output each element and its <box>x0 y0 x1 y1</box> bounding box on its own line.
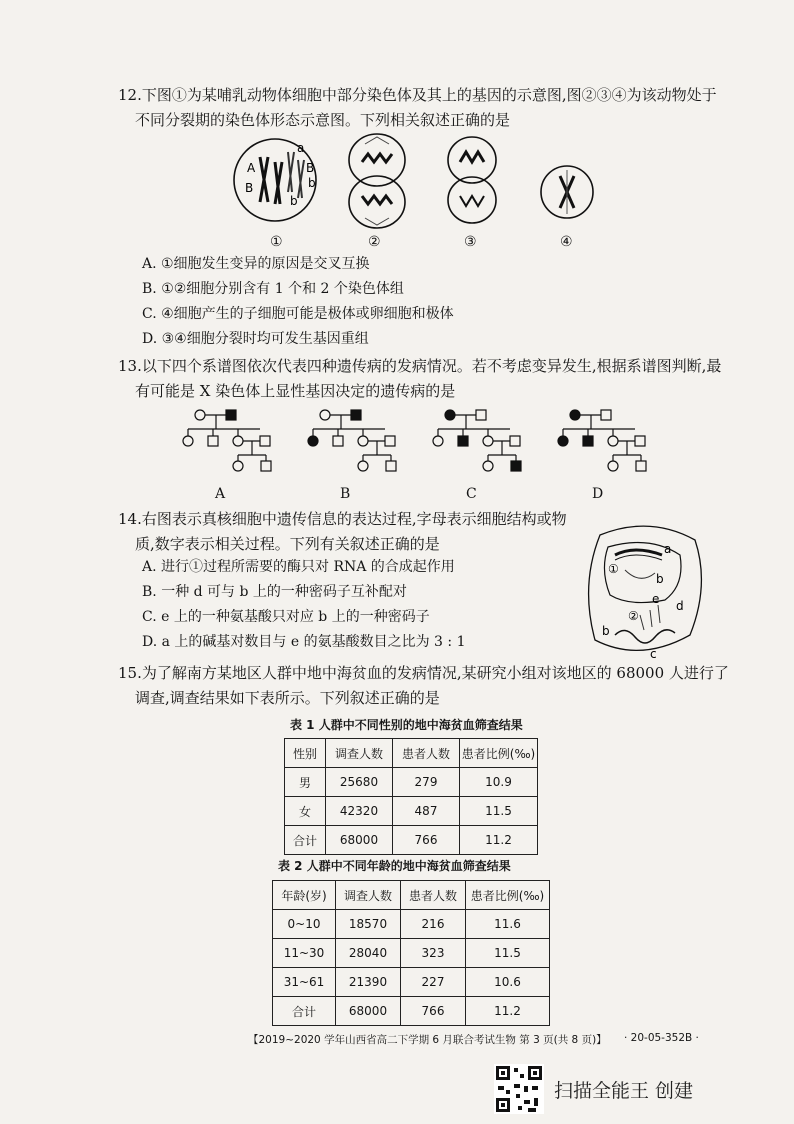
fig-label-3: ③ <box>464 234 477 250</box>
table-row <box>273 910 550 939</box>
gene-label-a: a <box>297 141 305 155</box>
scanner-watermark: 扫描全能王 创建 <box>554 1080 694 1102</box>
cell-diagram-1 <box>234 139 316 221</box>
fig-label-4: ④ <box>560 234 573 250</box>
q12-stem-line1: 12.下图①为某哺乳动物体细胞中部分染色体及其上的基因的示意图,图②③④为该动物处于 <box>118 86 717 104</box>
table-header: 患者比例(‰) <box>460 739 538 768</box>
diagram-label-b2: b <box>602 624 610 638</box>
table-cell: 0~10 <box>273 910 336 939</box>
table-cell: 合计 <box>273 997 336 1026</box>
table-row <box>285 739 538 768</box>
table-cell: 25680 <box>326 768 393 797</box>
table-cell: 766 <box>393 826 460 855</box>
table-cell: 68000 <box>326 826 393 855</box>
gene-label-B2: B <box>306 161 315 175</box>
gene-label-b2: b <box>308 176 316 190</box>
table-header: 性别 <box>285 739 326 768</box>
q12-option-b: B. ①②细胞分别含有 1 个和 2 个染色体组 <box>142 281 404 297</box>
pedigree-label-c: C <box>466 486 477 502</box>
table-cell: 10.9 <box>460 768 538 797</box>
table-header: 调查人数 <box>326 739 393 768</box>
table-cell: 227 <box>401 968 466 997</box>
q13-pedigree-charts <box>180 405 650 480</box>
table-header: 调查人数 <box>336 881 401 910</box>
table-cell: 323 <box>401 939 466 968</box>
table-cell: 21390 <box>336 968 401 997</box>
q12-option-c: C. ④细胞产生的子细胞可能是极体或卵细胞和极体 <box>142 306 454 322</box>
q15-stem-line2: 调查,调查结果如下表所示。下列叙述正确的是 <box>135 689 440 707</box>
table-cell: 11.5 <box>460 797 538 826</box>
table2 <box>272 880 550 1026</box>
q15-stem-line1: 15.为了解南方某地区人群中地中海贫血的发病情况,某研究小组对该地区的 68000 人进行了 <box>118 664 729 682</box>
pedigree-label-a: A <box>215 486 226 502</box>
table-cell: 18570 <box>336 910 401 939</box>
diagram-label-2: ② <box>628 609 639 623</box>
q14-option-c: C. e 上的一种氨基酸只对应 b 上的一种密码子 <box>142 609 430 625</box>
qr-code-icon <box>494 1064 544 1114</box>
table2-caption: 表 2 人群中不同年龄的地中海贫血筛查结果 <box>278 859 511 873</box>
q13-stem-line1: 13.以下四个系谱图依次代表四种遗传病的发病情况。若不考虑变异发生,根据系谱图判断,最 <box>118 357 722 375</box>
pedigree-label-d: D <box>592 486 604 502</box>
table-cell: 女 <box>285 797 326 826</box>
table-row <box>273 968 550 997</box>
cell-diagram-2 <box>349 134 405 228</box>
fig-label-2: ② <box>368 234 381 250</box>
table-cell: 279 <box>393 768 460 797</box>
pedigree-label-b: B <box>340 486 351 502</box>
table-cell: 68000 <box>336 997 401 1026</box>
diagram-label-e: e <box>652 592 660 606</box>
table-cell: 31~61 <box>273 968 336 997</box>
q12-option-d: D. ③④细胞分裂时均可发生基因重组 <box>142 331 369 347</box>
gene-label-B: B <box>245 181 254 195</box>
pedigree-b <box>308 410 396 471</box>
diagram-label-a: a <box>664 542 672 556</box>
table-cell: 男 <box>285 768 326 797</box>
q13-stem-line2: 有可能是 X 染色体上显性基因决定的遗传病的是 <box>135 382 456 400</box>
diagram-label-b1: b <box>656 572 664 586</box>
table-cell: 11.2 <box>466 997 550 1026</box>
table-cell: 合计 <box>285 826 326 855</box>
table-cell: 11.2 <box>460 826 538 855</box>
q14-stem-line1: 14.右图表示真核细胞中遗传信息的表达过程,字母表示细胞结构或物 <box>118 510 567 528</box>
table-row <box>273 881 550 910</box>
table1-caption: 表 1 人群中不同性别的地中海贫血筛查结果 <box>290 718 523 732</box>
table-row <box>273 997 550 1026</box>
q14-option-b: B. 一种 d 可与 b 上的一种密码子互补配对 <box>142 584 407 600</box>
pedigree-c <box>433 410 521 471</box>
table-cell: 11.5 <box>466 939 550 968</box>
pedigree-a <box>183 410 271 471</box>
cell-diagram-4 <box>541 166 593 218</box>
table-cell: 10.6 <box>466 968 550 997</box>
table-cell: 11~30 <box>273 939 336 968</box>
page-footer-info: 【2019~2020 学年山西省高二下学期 6 月联合考试生物 第 3 页(共 8 页)】 <box>248 1034 607 1046</box>
table-header: 患者比例(‰) <box>466 881 550 910</box>
table-cell: 28040 <box>336 939 401 968</box>
table-row <box>273 939 550 968</box>
table-header: 患者人数 <box>393 739 460 768</box>
table-header: 年龄(岁) <box>273 881 336 910</box>
q14-cell-expression-diagram <box>580 515 710 665</box>
table-row <box>285 797 538 826</box>
gene-label-b1: b <box>290 194 298 208</box>
table-cell: 487 <box>393 797 460 826</box>
table-cell: 42320 <box>326 797 393 826</box>
diagram-label-d: d <box>676 599 684 613</box>
cell-diagram-3 <box>448 137 496 223</box>
fig-label-1: ① <box>270 234 283 250</box>
table-row <box>285 826 538 855</box>
table1 <box>284 738 538 855</box>
q12-option-a: A. ①细胞发生变异的原因是交叉互换 <box>142 256 370 272</box>
table-cell: 216 <box>401 910 466 939</box>
diagram-label-c: c <box>650 647 657 661</box>
table-header: 患者人数 <box>401 881 466 910</box>
table-cell: 766 <box>401 997 466 1026</box>
diagram-label-1: ① <box>608 562 619 576</box>
q14-stem-line2: 质,数字表示相关过程。下列有关叙述正确的是 <box>135 535 440 553</box>
table-row <box>285 768 538 797</box>
q14-option-a: A. 进行①过程所需要的酶只对 RNA 的合成起作用 <box>142 559 455 575</box>
q12-stem-line2: 不同分裂期的染色体形态示意图。下列相关叙述正确的是 <box>135 111 511 129</box>
page-footer-code: · 20-05-352B · <box>624 1032 699 1044</box>
pedigree-d <box>558 410 646 471</box>
gene-label-A: A <box>247 161 256 175</box>
q14-option-d: D. a 上的碱基对数目与 e 的氨基酸数目之比为 3 : 1 <box>142 634 466 650</box>
table-cell: 11.6 <box>466 910 550 939</box>
